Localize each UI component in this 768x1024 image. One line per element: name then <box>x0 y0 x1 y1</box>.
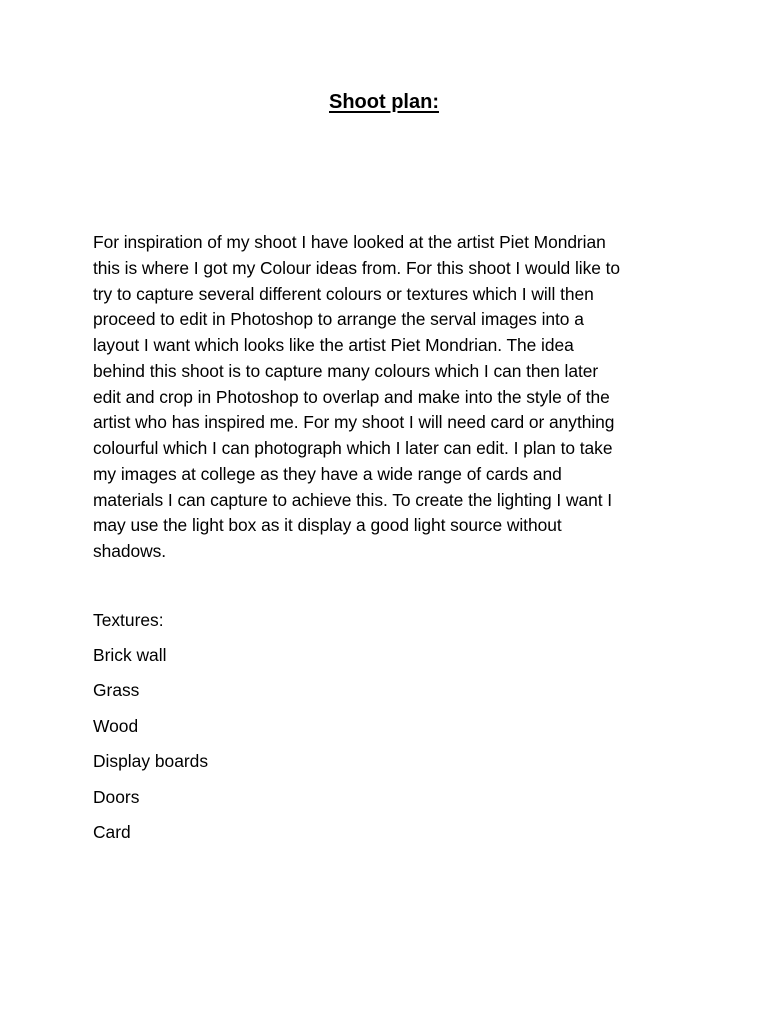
intro-line: layout I want which looks like the artist Piet Mondrian. The idea <box>93 335 574 355</box>
intro-line: edit and crop in Photoshop to overlap and make into the style of the <box>93 386 610 407</box>
intro-line: shadows. <box>93 541 167 561</box>
intro-line: proceed to edit in Photoshop to arrange the serval images into a <box>93 309 584 330</box>
intro-line: may use the light box as it display a good light source without <box>93 515 562 536</box>
intro-line: my images at college as they have a wide range of cards and <box>93 463 562 484</box>
intro-line: artist who has inspired me. For my shoot I will need card or anything <box>93 412 615 433</box>
texture-item-wood: Wood <box>93 715 139 736</box>
page-title: Shoot plan: <box>329 91 439 113</box>
texture-item-doors: Doors <box>93 786 140 807</box>
texture-item-brick-wall: Brick wall <box>93 645 167 665</box>
texture-list <box>93 643 208 855</box>
intro-line: colourful which I can photograph which I later can edit. I plan to take <box>93 438 613 458</box>
texture-item-grass: Grass <box>93 680 140 701</box>
textures-heading: Textures: <box>93 610 164 630</box>
texture-item-card: Card <box>93 821 131 842</box>
intro-line: For inspiration of my shoot I have looked at the artist Piet Mondrian <box>93 232 606 252</box>
intro-line: try to capture several different colours or textures which I will then <box>93 283 594 304</box>
intro-line: materials I can capture to achieve this. To create the lighting I want I <box>93 489 613 510</box>
intro-paragraph <box>93 230 693 565</box>
texture-item-display-boards: Display boards <box>93 751 209 772</box>
intro-line: this is where I got my Colour ideas from. For this shoot I would like to <box>93 257 621 278</box>
intro-line: behind this shoot is to capture many colours which I can then later <box>93 360 599 381</box>
